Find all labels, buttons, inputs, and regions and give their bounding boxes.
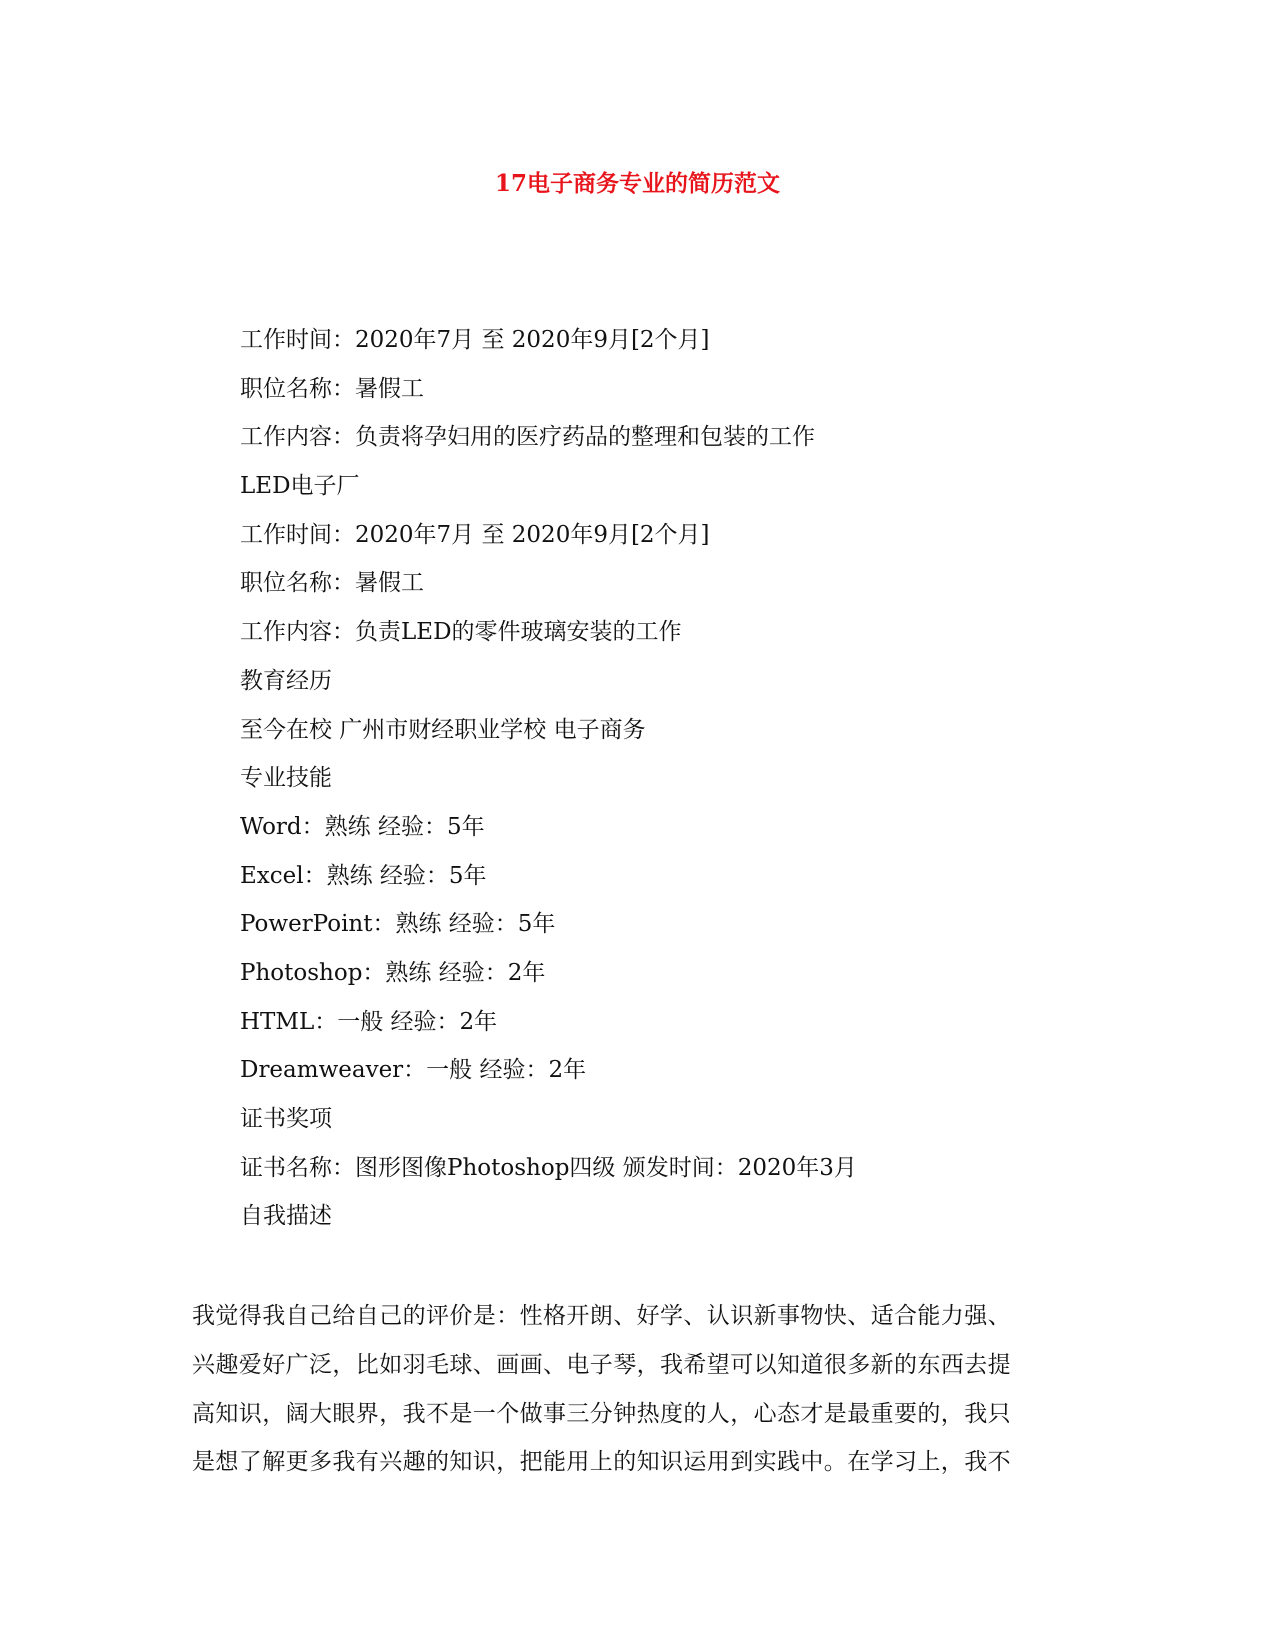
- entry-certificate: 证书名称：图形图像Photoshop四级 颁发时间：2020年3月: [240, 1154, 857, 1181]
- paragraph-line: 高知识，阔大眼界，我不是一个做事三分钟热度的人，心态才是最重要的，我只: [192, 1400, 1011, 1427]
- paragraph-line: 是想了解更多我有兴趣的知识，把能用上的知识运用到实践中。在学习上，我不: [192, 1449, 1011, 1476]
- entry-company-name: LED电子厂: [240, 473, 360, 500]
- section-heading-self-description: 自我描述: [240, 1203, 332, 1230]
- resume-entries: [240, 316, 1140, 1241]
- entry-work-content-1: 工作内容：负责将孕妇用的医疗药品的整理和包装的工作: [240, 424, 815, 451]
- paragraph-line: 兴趣爱好广泛，比如羽毛球、画画、电子琴，我希望可以知道很多新的东西去提: [192, 1351, 1011, 1378]
- skill-word: Word：熟练 经验：5年: [240, 813, 485, 840]
- self-description-paragraph: [192, 1292, 1072, 1487]
- entry-education: 至今在校 广州市财经职业学校 电子商务: [240, 716, 646, 743]
- section-heading-certificates: 证书奖项: [240, 1106, 332, 1132]
- entry-work-content-2: 工作内容：负责LED的零件玻璃安装的工作: [240, 619, 682, 646]
- skill-dreamweaver: Dreamweaver：一般 经验：2年: [240, 1057, 587, 1084]
- entry-work-time-1: 工作时间：2020年7月 至 2020年9月[2个月]: [240, 327, 710, 353]
- skill-photoshop: Photoshop：熟练 经验：2年: [240, 959, 546, 986]
- paragraph-line: 我觉得我自己给自己的评价是：性格开朗、好学、认识新事物快、适合能力强、: [192, 1303, 1011, 1329]
- document-title: 17电子商务专业的简历范文: [494, 170, 780, 197]
- entry-work-time-2: 工作时间：2020年7月 至 2020年9月[2个月]: [240, 521, 710, 548]
- section-heading-education: 教育经历: [240, 667, 332, 694]
- section-heading-skills: 专业技能: [240, 765, 332, 792]
- entry-position-1: 职位名称：暑假工: [240, 375, 424, 402]
- entry-position-2: 职位名称：暑假工: [240, 570, 424, 597]
- skill-powerpoint: PowerPoint：熟练 经验：5年: [240, 911, 556, 938]
- skill-html: HTML：一般 经验：2年: [240, 1008, 498, 1035]
- skill-excel: Excel：熟练 经验：5年: [240, 862, 487, 889]
